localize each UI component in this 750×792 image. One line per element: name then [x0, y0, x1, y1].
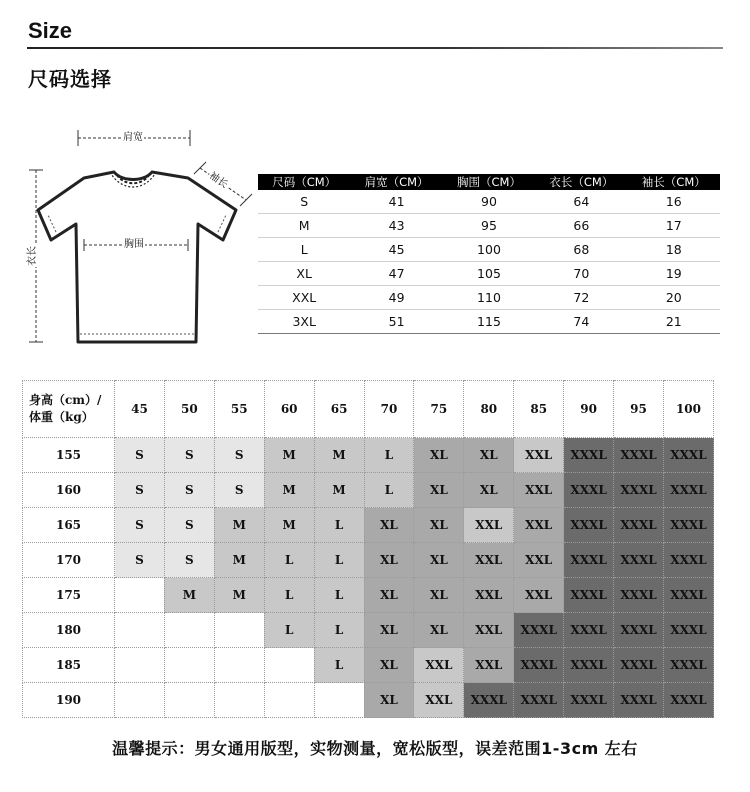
grid-size-cell: M	[264, 438, 314, 473]
grid-size-cell: XL	[414, 473, 464, 508]
grid-row	[23, 648, 714, 683]
grid-size-cell: M	[314, 438, 364, 473]
grid-size-cell: XXXL	[663, 613, 713, 648]
grid-size-cell: XXL	[464, 613, 514, 648]
grid-size-cell: XXXL	[514, 648, 564, 683]
grid-weight-header: 90	[564, 381, 614, 438]
spec-col-header: 肩宽（CM）	[350, 174, 442, 190]
grid-size-cell: XXXL	[514, 613, 564, 648]
grid-size-cell: XXL	[464, 508, 514, 543]
grid-weight-header: 70	[364, 381, 414, 438]
spec-cell: 16	[628, 190, 720, 214]
grid-size-cell: XXL	[464, 543, 514, 578]
grid-size-cell: L	[314, 508, 364, 543]
grid-size-cell: S	[164, 473, 214, 508]
grid-size-cell: XXL	[514, 438, 564, 473]
grid-size-cell: L	[314, 543, 364, 578]
grid-size-cell: XL	[414, 438, 464, 473]
grid-size-cell: XL	[364, 648, 414, 683]
grid-size-cell: XXXL	[564, 683, 614, 718]
grid-size-cell: M	[214, 508, 264, 543]
spec-row	[258, 214, 720, 238]
tshirt-diagram	[18, 120, 253, 355]
grid-size-cell: XXL	[514, 543, 564, 578]
grid-size-cell: XXXL	[614, 683, 664, 718]
grid-size-cell: XXXL	[663, 683, 713, 718]
spec-col-header: 胸围（CM）	[443, 174, 535, 190]
spec-col-header: 衣长（CM）	[535, 174, 627, 190]
grid-size-cell: M	[314, 473, 364, 508]
spec-cell: 20	[628, 286, 720, 310]
grid-size-cell: XL	[464, 473, 514, 508]
grid-size-cell: XXXL	[614, 543, 664, 578]
grid-size-cell: XL	[464, 438, 514, 473]
grid-size-cell: XXL	[514, 473, 564, 508]
grid-size-cell: M	[214, 543, 264, 578]
grid-size-cell: XXXL	[564, 578, 614, 613]
grid-size-cell: S	[164, 543, 214, 578]
grid-height-header: 175	[23, 578, 115, 613]
grid-size-cell: S	[164, 508, 214, 543]
grid-row	[23, 613, 714, 648]
shoulder-label: 肩宽	[123, 132, 143, 143]
grid-size-cell	[164, 648, 214, 683]
grid-height-header: 165	[23, 508, 115, 543]
sizing-note: 温馨提示：男女通用版型，实物测量，宽松版型，误差范围1-3cm 左右	[112, 739, 638, 758]
spec-cell: 100	[443, 238, 535, 262]
grid-size-cell	[214, 683, 264, 718]
grid-size-cell: XXXL	[564, 438, 614, 473]
sleeve-label: 袖长	[206, 170, 230, 191]
grid-size-cell: XL	[364, 578, 414, 613]
grid-weight-header: 95	[614, 381, 664, 438]
grid-size-cell: L	[314, 578, 364, 613]
spec-row	[258, 190, 720, 214]
grid-weight-header: 80	[464, 381, 514, 438]
grid-size-cell: L	[364, 473, 414, 508]
grid-size-cell	[214, 613, 264, 648]
grid-size-cell: XXXL	[614, 508, 664, 543]
spec-cell: 43	[350, 214, 442, 238]
grid-row	[23, 683, 714, 718]
spec-cell: 90	[443, 190, 535, 214]
spec-cell: 110	[443, 286, 535, 310]
spec-cell: XL	[258, 262, 350, 286]
grid-weight-header: 75	[414, 381, 464, 438]
grid-size-cell: XXXL	[663, 438, 713, 473]
spec-row	[258, 286, 720, 310]
grid-size-cell: XL	[414, 543, 464, 578]
grid-corner-cell	[23, 381, 115, 438]
grid-size-cell: XL	[364, 613, 414, 648]
grid-height-header: 180	[23, 613, 115, 648]
tshirt-icon	[18, 120, 253, 355]
grid-size-cell	[214, 648, 264, 683]
grid-size-cell: XXXL	[663, 543, 713, 578]
spec-col-header: 袖长（CM）	[628, 174, 720, 190]
grid-size-cell	[115, 683, 165, 718]
spec-cell: 64	[535, 190, 627, 214]
grid-height-header: 190	[23, 683, 115, 718]
spec-cell: 51	[350, 310, 442, 334]
spec-cell: 47	[350, 262, 442, 286]
header-divider	[27, 47, 723, 49]
grid-height-header: 155	[23, 438, 115, 473]
spec-cell: 45	[350, 238, 442, 262]
grid-size-cell: S	[115, 438, 165, 473]
spec-cell: 74	[535, 310, 627, 334]
grid-weight-header: 45	[115, 381, 165, 438]
spec-cell: 18	[628, 238, 720, 262]
grid-size-cell	[115, 578, 165, 613]
grid-size-cell	[115, 648, 165, 683]
grid-size-cell: XL	[414, 508, 464, 543]
grid-height-header: 170	[23, 543, 115, 578]
grid-size-cell	[314, 683, 364, 718]
grid-size-cell: XXXL	[663, 578, 713, 613]
grid-size-cell: XXXL	[464, 683, 514, 718]
spec-cell: 21	[628, 310, 720, 334]
chest-label: 胸围	[124, 239, 144, 250]
spec-row	[258, 262, 720, 286]
grid-height-header: 185	[23, 648, 115, 683]
grid-corner-line1: 身高（cm）/	[29, 393, 102, 407]
grid-size-cell: XL	[414, 613, 464, 648]
grid-size-cell: XXL	[464, 578, 514, 613]
size-spec-table	[258, 174, 720, 334]
grid-size-cell: XXXL	[663, 473, 713, 508]
grid-size-cell	[264, 683, 314, 718]
grid-size-cell: XXXL	[564, 508, 614, 543]
grid-size-cell	[115, 613, 165, 648]
grid-row	[23, 508, 714, 543]
grid-row	[23, 578, 714, 613]
grid-size-cell: XXXL	[514, 683, 564, 718]
grid-size-cell: XXXL	[564, 543, 614, 578]
spec-row	[258, 238, 720, 262]
grid-size-cell: S	[164, 438, 214, 473]
grid-size-cell: XXXL	[614, 438, 664, 473]
spec-cell: 66	[535, 214, 627, 238]
grid-size-cell: XXXL	[663, 648, 713, 683]
grid-weight-header: 60	[264, 381, 314, 438]
grid-size-cell: XL	[364, 508, 414, 543]
spec-cell: 115	[443, 310, 535, 334]
grid-size-cell: XXXL	[564, 648, 614, 683]
grid-size-cell: XXXL	[564, 613, 614, 648]
grid-size-cell: XXXL	[614, 613, 664, 648]
grid-row	[23, 438, 714, 473]
grid-size-cell: S	[214, 473, 264, 508]
grid-size-cell: XL	[364, 683, 414, 718]
spec-cell: 49	[350, 286, 442, 310]
spec-cell: 3XL	[258, 310, 350, 334]
grid-weight-header: 55	[214, 381, 264, 438]
grid-size-cell: L	[314, 648, 364, 683]
grid-size-cell: L	[364, 438, 414, 473]
spec-cell: XXL	[258, 286, 350, 310]
height-weight-size-grid	[22, 380, 714, 718]
spec-cell: 68	[535, 238, 627, 262]
grid-size-cell: S	[214, 438, 264, 473]
grid-height-header: 160	[23, 473, 115, 508]
grid-size-cell: XXXL	[614, 578, 664, 613]
spec-row	[258, 310, 720, 334]
spec-cell: 72	[535, 286, 627, 310]
grid-size-cell: XXL	[414, 648, 464, 683]
spec-cell: 105	[443, 262, 535, 286]
grid-size-cell: S	[115, 508, 165, 543]
grid-row	[23, 473, 714, 508]
grid-size-cell: XXL	[514, 508, 564, 543]
grid-weight-header: 100	[663, 381, 713, 438]
section-subtitle: 尺码选择	[28, 67, 112, 91]
grid-size-cell: XXXL	[614, 473, 664, 508]
grid-corner-line2: 体重（kg）	[29, 410, 94, 424]
grid-size-cell: XL	[364, 543, 414, 578]
grid-size-cell: M	[264, 473, 314, 508]
grid-row	[23, 543, 714, 578]
grid-weight-header: 50	[164, 381, 214, 438]
grid-size-cell: M	[164, 578, 214, 613]
grid-size-cell	[264, 648, 314, 683]
spec-cell: 17	[628, 214, 720, 238]
spec-header-row	[258, 174, 720, 190]
grid-size-cell	[164, 683, 214, 718]
page-title: Size	[28, 18, 73, 43]
grid-size-cell: L	[264, 543, 314, 578]
grid-size-cell: L	[314, 613, 364, 648]
spec-cell: 95	[443, 214, 535, 238]
spec-cell: M	[258, 214, 350, 238]
length-label: 衣长	[27, 246, 38, 266]
spec-cell: 19	[628, 262, 720, 286]
grid-size-cell: S	[115, 473, 165, 508]
spec-cell: S	[258, 190, 350, 214]
grid-size-cell: L	[264, 613, 314, 648]
grid-size-cell: XXL	[464, 648, 514, 683]
grid-weight-header: 85	[514, 381, 564, 438]
grid-header-row	[23, 381, 714, 438]
grid-size-cell: XXXL	[663, 508, 713, 543]
grid-size-cell: XXL	[414, 683, 464, 718]
grid-size-cell: XXXL	[564, 473, 614, 508]
grid-size-cell	[164, 613, 214, 648]
grid-size-cell: S	[115, 543, 165, 578]
spec-cell: 70	[535, 262, 627, 286]
spec-col-header: 尺码（CM）	[258, 174, 350, 190]
spec-cell: 41	[350, 190, 442, 214]
grid-size-cell: XXL	[514, 578, 564, 613]
grid-size-cell: XXXL	[614, 648, 664, 683]
spec-cell: L	[258, 238, 350, 262]
grid-size-cell: XL	[414, 578, 464, 613]
grid-size-cell: M	[214, 578, 264, 613]
grid-size-cell: M	[264, 508, 314, 543]
grid-size-cell: L	[264, 578, 314, 613]
grid-weight-header: 65	[314, 381, 364, 438]
